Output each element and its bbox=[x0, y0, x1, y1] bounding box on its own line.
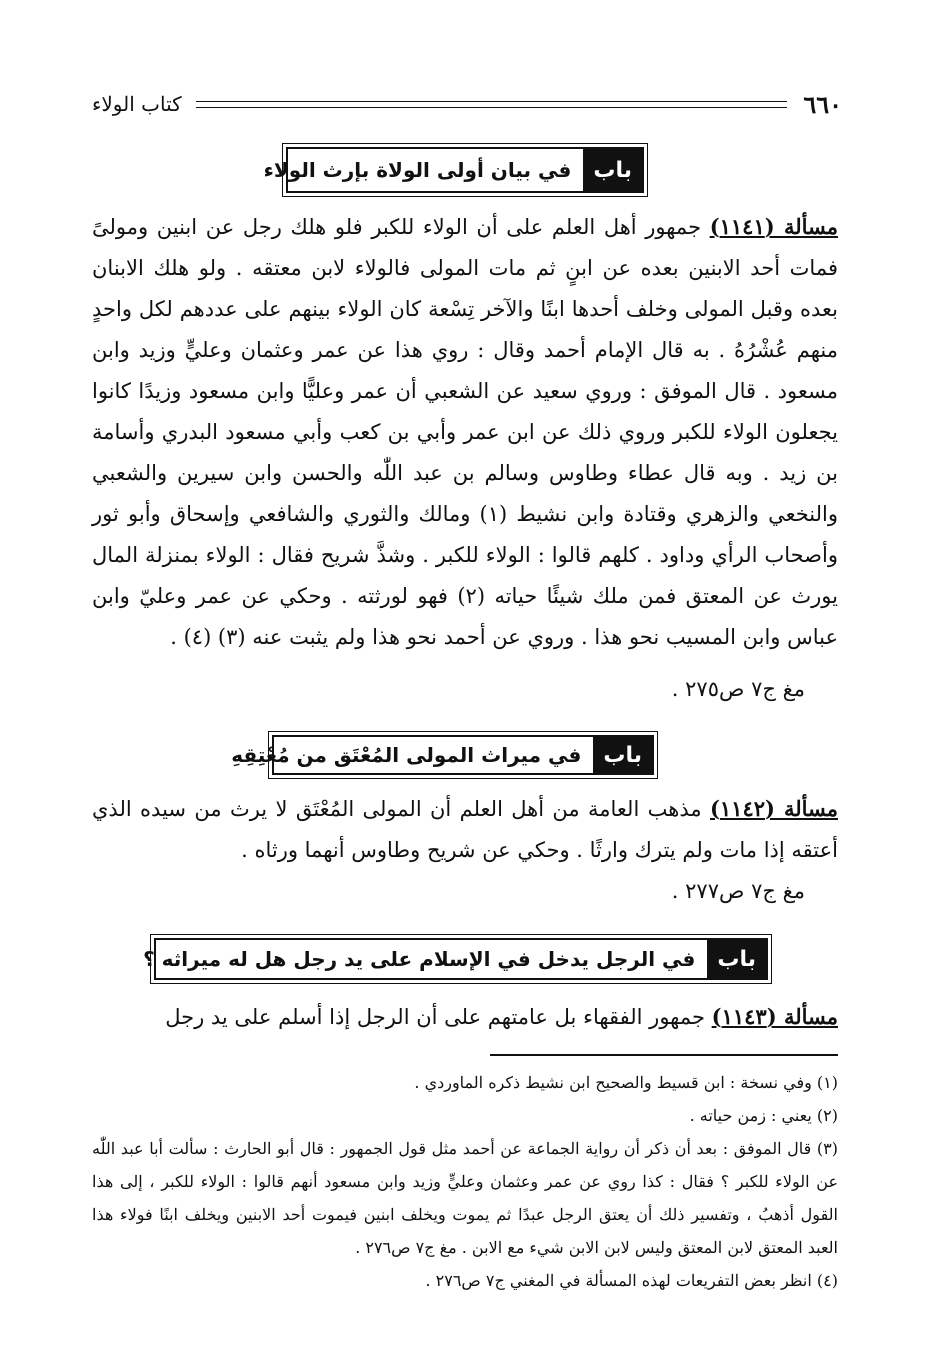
masala-1141-paragraph bbox=[92, 206, 838, 658]
footnotes bbox=[92, 1066, 838, 1297]
chapter-label: باب bbox=[593, 737, 652, 773]
chapter-heading-3 bbox=[143, 938, 768, 980]
masala-text: جمهور الفقهاء بل عامتهم على أن الرجل إذا أسلم على يد رجل bbox=[165, 1005, 712, 1029]
masala-label: مسألة (١١٤٢) bbox=[709, 796, 838, 821]
masala-label: مسألة (١١٤٣) bbox=[711, 1004, 838, 1029]
chapter-title: في ميراث المولى المُعْتَق من مُعْتِقِهِ bbox=[231, 743, 582, 767]
chapter-heading-1 bbox=[263, 147, 644, 193]
chapter-label: باب bbox=[583, 149, 642, 191]
header-rule bbox=[196, 101, 788, 108]
chapter-heading-2 bbox=[231, 735, 654, 775]
chapter-label: باب bbox=[707, 940, 766, 978]
footnote-2: (٢) يعني : زمن حياته . bbox=[689, 1106, 838, 1125]
footnote-4: (٤) انظر بعض التفريعات لهذه المسألة في المغني ج٧ ص٢٧٦ . bbox=[425, 1271, 838, 1290]
chapter-title: في بيان أولى الولاة بإرث الولاء bbox=[263, 158, 572, 182]
book-title: كتاب الولاء bbox=[92, 92, 182, 116]
masala-1143-paragraph bbox=[92, 996, 838, 1038]
masala-text: جمهور أهل العلم على أن الولاء للكبر فلو هلك رجل عن ابنين ومولىً فمات أحد الابنين بعده عن ابنٍ ثم مات المولى فالولاء لابن معتقه . ولو هلك الابنان بعده وقبل المولى وخلف أحدها ابنًا والآخر تِسْعة كان الولاء بينهم على عددهم لكل واحدٍ منهم عُشْرُهُ . به قال الإمام أحمد وقال : روي هذا عن عمر وعثمان وعليٍّ وزيد وابن مسعود . قال الموفق : وروي سعيد عن الشعبي أن عمر وعليًّا وابن مسعود وزيدًا كانوا يجعلون الولاء للكبر وروي ذلك عن ابن عمر وأبي بن كعب وأبي مسعود البدري وأسامة بن زيد . وبه قال عطاء وطاوس وسالم بن عبد اللّٰه والحسن وابن سيرين والشعبي والنخعي والزهري وقتادة وابن نشيط (١) ومالك والثوري والشافعي وإسحاق وأبو ثور وأصحاب الرأي وداود . كلهم قالوا : الولاء للكبر . وشذَّ شريح فقال : الولاء بمنزلة المال يورث عن المعتق فمن ملك شيئًا حياته (٢) فهو لورثته . وحكي عن عمر وعليّ وابن عباس وابن المسيب نحو هذا . وروي عن أحمد نحو هذا ولم يثبت عنه (٣) (٤) . bbox=[92, 215, 838, 649]
page-header bbox=[92, 86, 842, 122]
masala-label: مسألة (١١٤١) bbox=[709, 214, 838, 239]
footnote-3: (٣) قال الموفق : بعد أن ذكر أن رواية الجماعة عن أحمد مثل قول الجمهور : قال أبو الحارث : سألت أبا عبد اللّٰه عن الولاء للكبر ؟ فقال : كذا روي عن عمر وعثمان وعليٍّ وزيد وابن مسعود أنهم قالوا : الولاء للكبر ، إلى هذا القول أذهبُ ، وتفسير ذلك أن يعتق الرجل عبدًا ثم يموت ويخلف ابنين فيموت أحد الابنين ويخلف ابنًا فولاء هذا العبد المعتق لابن المعتق وليس لابن الابن شيء مع الابن . مغ ج٧ ص٢٧٦ . bbox=[92, 1139, 838, 1257]
masala-1142-paragraph bbox=[92, 788, 838, 871]
chapter-title: في الرجل يدخل في الإسلام على يد رجل هل له ميراثه ؟ bbox=[143, 947, 696, 971]
page-number: ٦٦٠ bbox=[803, 89, 842, 119]
source-reference: مغ ج٧ ص٢٧٧ . bbox=[671, 879, 805, 903]
source-reference: مغ ج٧ ص٢٧٥ . bbox=[671, 677, 805, 701]
masala-text: مذهب العامة من أهل العلم أن المولى المُعْتَق لا يرث من سيده الذي أعتقه إذا مات ولم يترك وارثًا . وحكي عن شريح وطاوس أنهما ورثاه . bbox=[92, 797, 838, 862]
footnote-1: (١) وفي نسخة : ابن قسيط والصحيح ابن نشيط ذكره الماوردي . bbox=[414, 1073, 838, 1092]
footnote-divider bbox=[490, 1054, 838, 1056]
